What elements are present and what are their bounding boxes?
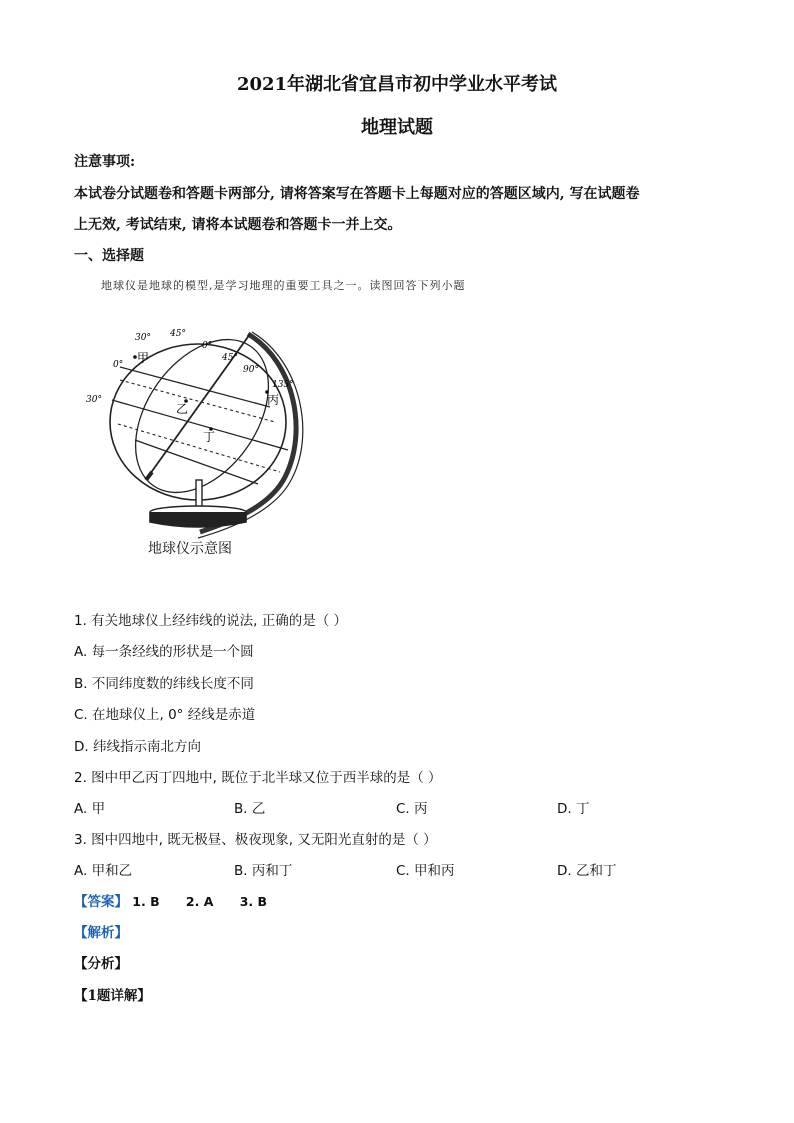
label-90: 90° xyxy=(243,365,259,375)
q1-option-a: A. 每一条经线的形状是一个圆 xyxy=(74,644,254,660)
page-title: 2021年湖北省宜昌市初中学业水平考试 xyxy=(236,74,558,95)
analysis-label: 【解析】 xyxy=(74,925,128,941)
answer-1: 1. B xyxy=(132,894,160,909)
q1-option-b: B. 不同纬度数的纬线长度不同 xyxy=(74,676,254,692)
answer-row xyxy=(74,890,267,910)
label-ding: 丁 xyxy=(203,430,216,444)
answer-3: 3. B xyxy=(239,894,268,909)
label-0-top: 0° xyxy=(202,341,213,351)
fenxi-label: 【分析】 xyxy=(74,956,128,972)
label-30-top: 30° xyxy=(135,333,151,343)
q1-option-c: C. 在地球仪上, 0° 经线是赤道 xyxy=(74,707,256,723)
globe-figure xyxy=(80,322,320,562)
q2-option-b: B. 乙 xyxy=(234,801,266,817)
tropic-south xyxy=(118,424,280,472)
q3-option-b: B. 丙和丁 xyxy=(234,863,293,879)
latitude-30s xyxy=(135,440,258,484)
notice-line-1: 本试卷分试题卷和答题卡两部分, 请将答案写在答题卡上每题对应的答题区域内, 写在试题卷 xyxy=(74,186,640,202)
tropic-north xyxy=(120,380,275,422)
q2-option-c: C. 丙 xyxy=(396,801,428,817)
question-1-stem: 1. 有关地球仪上经纬线的说法, 正确的是（ ） xyxy=(74,613,348,629)
label-30-left: 30° xyxy=(86,395,102,405)
answer-label: 【答案】 xyxy=(74,894,128,910)
label-135: 135° xyxy=(272,380,294,390)
page-subtitle: 地理试题 xyxy=(361,117,433,138)
stand-base xyxy=(150,512,246,527)
label-yi: 乙 xyxy=(176,402,189,416)
question-3-stem: 3. 图中四地中, 既无极昼、极夜现象, 又无阳光直射的是（ ） xyxy=(74,832,437,848)
q2-option-a: A. 甲 xyxy=(74,801,106,817)
label-45-top: 45° xyxy=(170,329,186,339)
axis-mount xyxy=(146,472,152,480)
label-jia: 甲 xyxy=(137,351,150,365)
detail-1-label: 【1题详解】 xyxy=(74,988,151,1004)
question-2-stem: 2. 图中甲乙丙丁四地中, 既位于北半球又位于西半球的是（ ） xyxy=(74,770,442,786)
q3-option-a: A. 甲和乙 xyxy=(74,863,133,879)
q1-option-d: D. 纬线指示南北方向 xyxy=(74,739,201,755)
label-45-right: 45° xyxy=(222,353,238,363)
label-0-left: 0° xyxy=(113,360,124,370)
label-bing: 丙 xyxy=(267,393,280,407)
q3-option-c: C. 甲和丙 xyxy=(396,863,455,879)
globe-outline xyxy=(110,344,286,500)
q3-option-d: D. 乙和丁 xyxy=(557,863,617,879)
figure-caption: 地球仪示意图 xyxy=(148,541,232,557)
notice-heading: 注意事项: xyxy=(74,154,136,170)
section-heading: 一、选择题 xyxy=(74,248,144,264)
q2-option-d: D. 丁 xyxy=(557,801,590,817)
intro-text: 地球仪是地球的模型,是学习地理的重要工具之一。读图回答下列小题 xyxy=(101,279,466,292)
answer-2: 2. A xyxy=(185,894,214,909)
notice-line-2: 上无效, 考试结束, 请将本试题卷和答题卡一并上交。 xyxy=(74,217,402,233)
